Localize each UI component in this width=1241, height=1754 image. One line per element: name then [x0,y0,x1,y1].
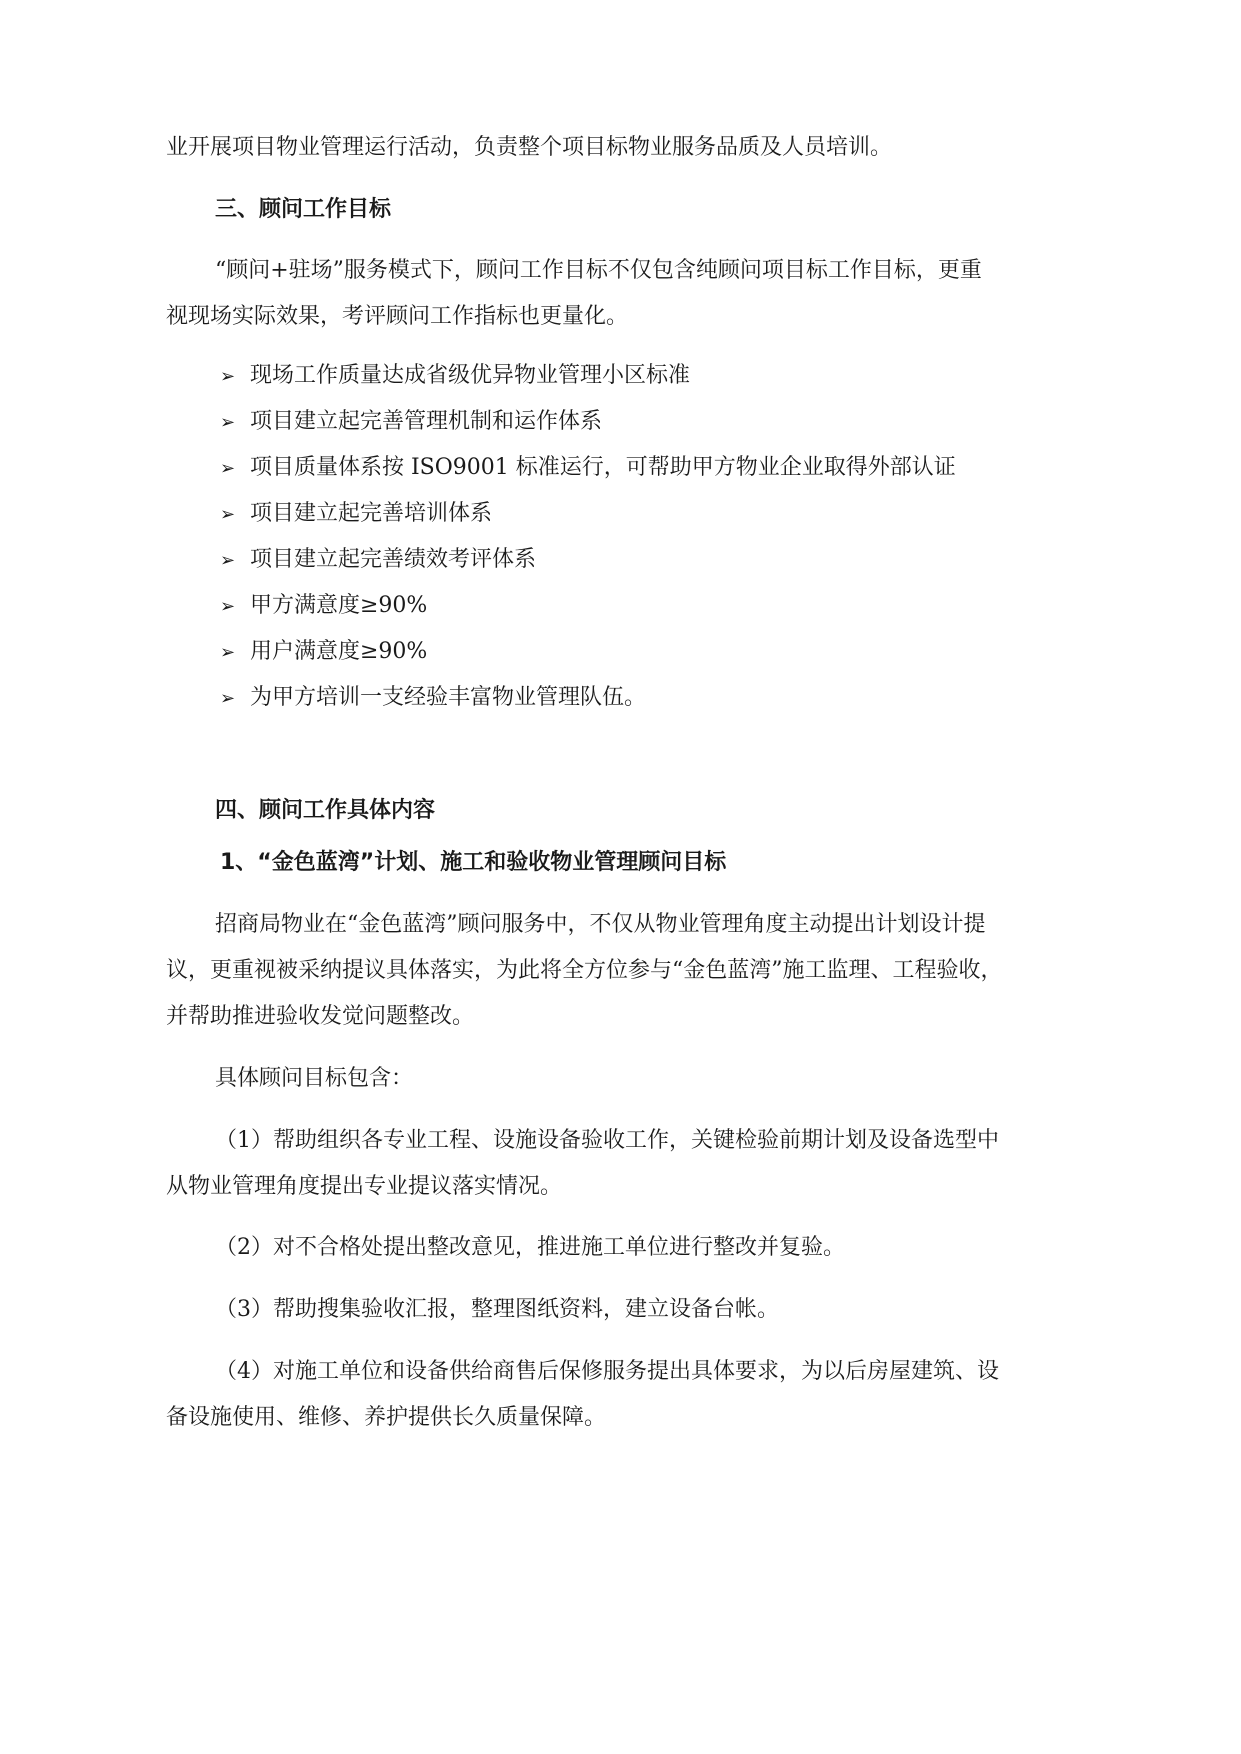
arrow-bullet-icon: ➢ [220,458,236,479]
item-3: （3）帮助搜集验收汇报，整理图纸资料，建立设备台帐。 [215,1297,779,1322]
bullet-item [220,499,492,530]
bullet-text: 项目质量体系按 ISO9001 标准运行，可帮助甲方物业企业取得外部认证 [250,455,956,480]
heading-section-3: 三、顾问工作目标 [215,197,392,222]
bullet-item [220,545,536,576]
item-4-line-1: （4）对施工单位和设备供给商售后保修服务提出具体要求，为以后房屋建筑、设 [215,1359,999,1384]
bullet-text: 项目建立起完善绩效考评体系 [250,547,537,572]
bullet-text: 现场工作质量达成省级优异物业管理小区标准 [250,363,691,388]
bullet-item [220,407,602,438]
item-4-line-2: 备设施使用、维修、养护提供长久质量保障。 [166,1405,607,1430]
bullet-item [220,361,690,392]
arrow-bullet-icon: ➢ [220,366,236,387]
item-1-line-2: 从物业管理角度提出专业提议落实情况。 [166,1174,563,1199]
bullet-item [220,453,956,484]
bullet-item [220,591,427,622]
bullet-text: 项目建立起完善培训体系 [250,501,493,526]
paragraph-4-line-3: 并帮助推进验收发觉问题整改。 [166,1004,475,1029]
bullet-text: 甲方满意度≥90% [250,593,428,618]
paragraph-4-line-1: 招商局物业在“金色蓝湾”顾问服务中，不仅从物业管理角度主动提出计划设计提 [215,912,986,937]
arrow-bullet-icon: ➢ [220,550,236,571]
heading-section-4: 四、顾问工作具体内容 [215,798,436,823]
paragraph-4-line-2: 议，更重视被采纳提议具体落实，为此将全方位参与“金色蓝湾”施工监理、工程验收， [166,958,1003,983]
subheading-1: 1、“金色蓝湾”计划、施工和验收物业管理顾问目标 [220,850,727,875]
bullet-item [220,683,646,714]
arrow-bullet-icon: ➢ [220,596,236,617]
paragraph-3-line-1: “顾问+驻场”服务模式下，顾问工作目标不仅包含纯顾问项目标工作目标，更重 [215,258,982,283]
paragraph-targets: 具体顾问目标包含： [215,1066,414,1091]
arrow-bullet-icon: ➢ [220,642,236,663]
arrow-bullet-icon: ➢ [220,688,236,709]
bullet-item [220,637,427,668]
arrow-bullet-icon: ➢ [220,504,236,525]
item-1-line-1: （1）帮助组织各专业工程、设施设备验收工作，关键检验前期计划及设备选型中 [215,1128,999,1153]
arrow-bullet-icon: ➢ [220,412,236,433]
bullet-text: 为甲方培训一支经验丰富物业管理队伍。 [250,685,647,710]
paragraph-3-line-2: 视现场实际效果，考评顾问工作指标也更量化。 [166,304,629,329]
paragraph-intro: 业开展项目物业管理运行活动，负责整个项目标物业服务品质及人员培训。 [166,135,893,160]
item-2: （2）对不合格处提出整改意见，推进施工单位进行整改并复验。 [215,1235,845,1260]
bullet-text: 项目建立起完善管理机制和运作体系 [250,409,603,434]
bullet-text: 用户满意度≥90% [250,639,428,664]
